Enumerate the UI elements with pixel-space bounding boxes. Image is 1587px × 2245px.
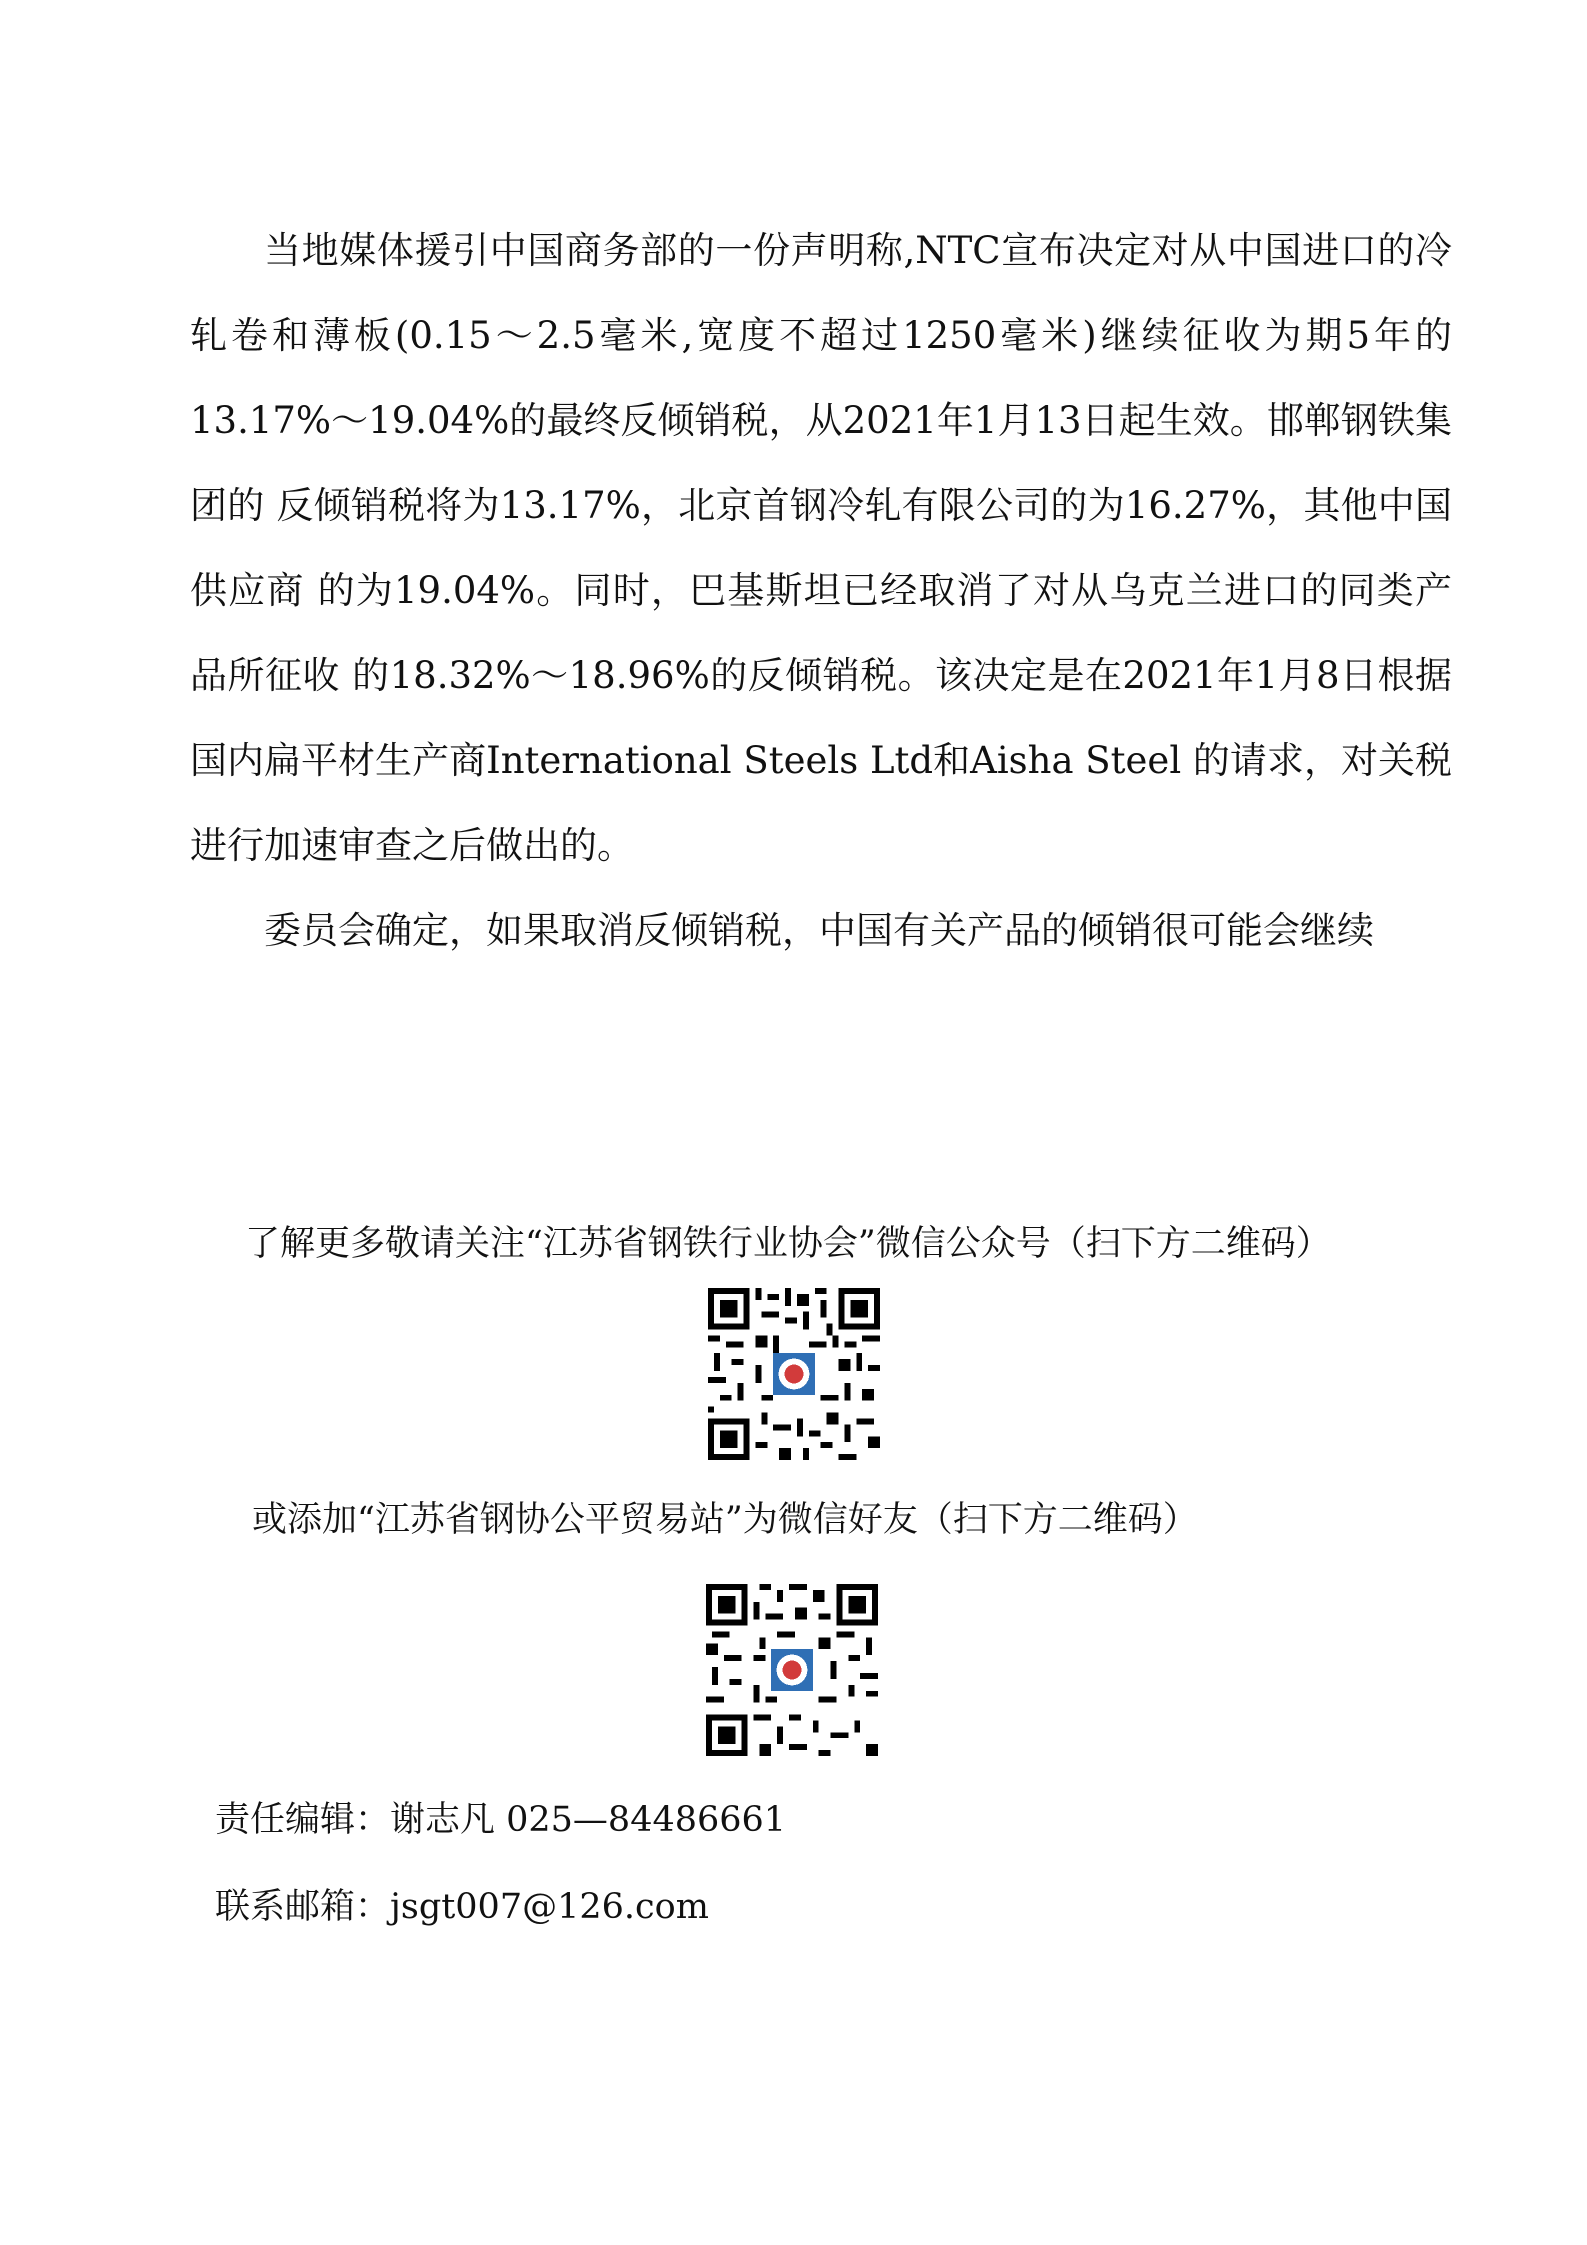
email-line: 联系邮箱：jsgt007@126.com (215, 1887, 709, 1927)
article-body (190, 208, 1452, 973)
qr-code-official-account (708, 1288, 880, 1460)
editor-line: 责任编辑：谢志凡 025—84486661 (215, 1800, 787, 1840)
official-account-note: 了解更多敬请关注“江苏省钢铁行业协会”微信公众号（扫下方二维码） (245, 1224, 1331, 1264)
qr-code-wechat-friend (706, 1584, 878, 1756)
wechat-friend-note: 或添加“江苏省钢协公平贸易站”为微信好友（扫下方二维码） (252, 1500, 1198, 1540)
article-paragraph-2: 委员会确定，如果取消反倾销税，中国有关产品的倾销很可能会继续 (264, 909, 1374, 952)
article-paragraph-1: 当地媒体援引中国商务部的一份声明称,NTC宣布决定对从中国进口的冷 轧卷和薄板(0.15～2.5毫米,宽度不超过1250毫米)继续征收为期5年的 13.17%～19.04%的最终反倾销税，从2021年1月13日起生效。邯郸钢铁集团的 反倾销税将为13.17%，北京首钢冷轧有限公司的为16.27%，其他中国供应商 的为19.04%。同时，巴基斯坦已经取消了对从乌克兰进口的同类产品所征收 的18.32%～18.96%的反倾销税。该决定是在2021年1月8日根据国内扁平材生产商International Steels Ltd和Aisha Steel 的请求，对关税进行加速审查之后做出的。 (190, 229, 1452, 867)
